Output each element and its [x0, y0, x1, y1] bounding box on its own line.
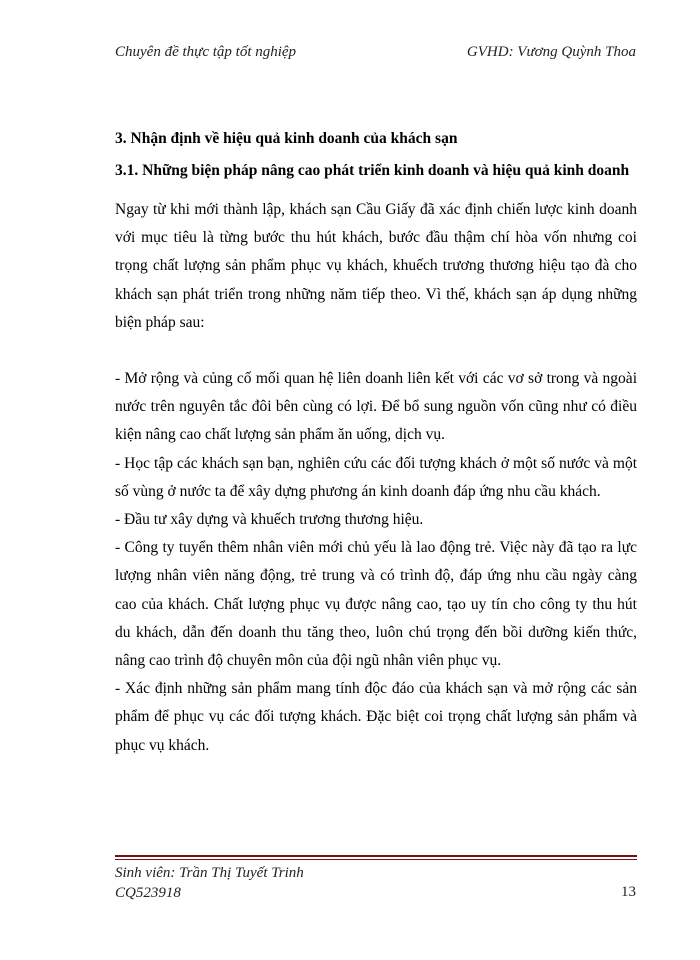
header-document-type: Chuyên đề thực tập tốt nghiệp — [115, 44, 297, 60]
subsection-title: 3.1. Những biện pháp nâng cao phát triển kinh doanh và hiệu quả kinh doanh — [115, 162, 630, 179]
measure-item: - Xác định những sản phẩm mang tính độc đáo của khách sạn và mở rộng các sản phẩm để phục vụ các đối tượng khách. Đặc biệt coi trọng chất lượng sản phẩm và phục vụ khách. — [115, 680, 637, 754]
measure-item: - Mở rộng và củng cố mối quan hệ liên doanh liên kết với các vơ sở trong và ngoài nước trên nguyên tắc đôi bên cùng có lợi. Để bổ sung nguồn vốn cũng như có điều kiện nâng cao chất lượng sản phẩm ăn uống, dịch vụ. — [115, 370, 637, 444]
footer-student-id: CQ523918 — [115, 885, 181, 901]
footer-divider-thin — [115, 859, 637, 860]
page-body — [115, 130, 637, 760]
section-title: 3. Nhận định về hiệu quả kinh doanh của khách sạn — [115, 130, 458, 147]
footer-student-name: Sinh viên: Trần Thị Tuyết Trinh — [115, 865, 304, 881]
page-footer — [115, 863, 637, 903]
intro-paragraph: Ngay từ khi mới thành lập, khách sạn Cầu Giấy đã xác định chiến lược kinh doanh với mục tiêu là từng bước thu hút khách, bước đầu thậm chí hòa vốn nhưng coi trọng chất lượng sản phẩm phục vụ khách, khuếch trương thương hiệu tạo đà cho khách sạn phát triển trong những năm tiếp theo. Vì thế, khách sạn áp dụng những biện pháp sau: — [115, 201, 637, 331]
measure-item: - Đầu tư xây dựng và khuếch trương thương hiệu. — [115, 511, 424, 529]
footer-divider-thick — [115, 855, 637, 857]
paragraph-spacer — [115, 337, 637, 365]
header-advisor: GVHD: Vương Quỳnh Thoa — [466, 44, 636, 60]
measure-item: - Học tập các khách sạn bạn, nghiên cứu các đối tượng khách ở một số nước và một số vùng ở nước ta để xây dựng phương án kinh doanh đáp ứng nhu cầu khách. — [115, 454, 637, 500]
measure-item: - Công ty tuyển thêm nhân viên mới chủ yếu là lao động trẻ. Việc này đã tạo ra lực lượng nhân viên năng động, trẻ trung và có trình độ, đáp ứng nhu cầu ngày càng cao của khách. Chất lượng phục vụ được nâng cao, tạo uy tín cho công ty thu hút du khách, dẫn đến doanh thu tăng theo, luôn chú trọng đến bồi dưỡng kiến thức, nâng cao trình độ chuyên môn của đội ngũ nhân viên phục vụ. — [115, 539, 637, 670]
page-number: 13 — [621, 884, 636, 900]
page-header — [115, 44, 636, 64]
